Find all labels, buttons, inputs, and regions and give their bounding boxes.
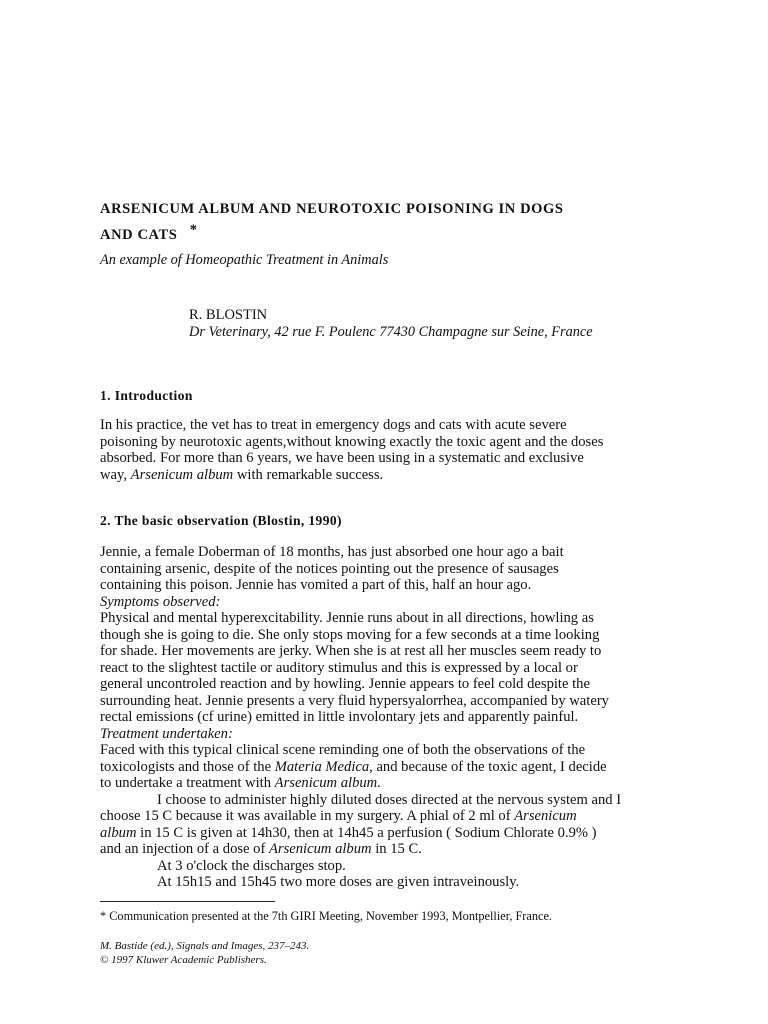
author-name: R. BLOSTIN bbox=[189, 307, 268, 323]
text-line bbox=[100, 759, 607, 776]
italic-remedy-name: album bbox=[100, 824, 137, 841]
text-line: I choose to administer highly diluted doses directed at the nervous system and I bbox=[157, 791, 622, 808]
text-line: general uncontroled reaction and by howling. Jennie appears to feel cold despite the bbox=[100, 676, 590, 692]
paper-title-line-2 bbox=[100, 222, 198, 244]
title-footnote-marker: * bbox=[189, 222, 198, 238]
text-span: way, bbox=[100, 466, 128, 483]
text-line bbox=[100, 808, 577, 825]
text-line: containing this poison. Jennie has vomited a part of this, half an hour ago. bbox=[100, 577, 532, 593]
paper-subtitle: An example of Homeopathic Treatment in Animals bbox=[100, 252, 389, 268]
italic-span: Materia Medica, bbox=[274, 758, 373, 775]
text-line: for shade. Her movements are jerky. When she is at rest all her muscles seem ready to bbox=[100, 643, 602, 659]
text-line: react to the slightest tactile or auditory stimulus and this is expressed by a local or bbox=[100, 659, 578, 676]
text-span: to undertake a treatment with bbox=[100, 775, 272, 791]
text-line: At 15h15 and 15h45 two more doses are given intraveinously. bbox=[157, 874, 520, 890]
text-line: Jennie, a female Doberman of 18 months, has just absorbed one hour ago a bait bbox=[100, 544, 564, 560]
text-line: though she is going to die. She only stops moving for a few seconds at a time looking bbox=[100, 626, 600, 643]
text-line: containing arsenic, despite of the notices pointing out the presence of sausages bbox=[100, 560, 559, 577]
text-line: Physical and mental hyperexcitability. Jennie runs about in all directions, howling as bbox=[100, 610, 594, 626]
text-line: rectal emissions (cf urine) emitted in little involontary jets and apparently painful. bbox=[100, 709, 579, 725]
text-line bbox=[100, 775, 381, 792]
text-span: in 15 C is given at 14h30, then at 14h45 a perfusion ( Sodium Chlorate 0.9% ) bbox=[140, 824, 597, 841]
text-span: choose 15 C because it was available in my surgery. A phial of 2 ml of bbox=[100, 808, 511, 824]
text-line: Faced with this typical clinical scene reminding one of both the observations of the bbox=[100, 742, 586, 758]
text-line: In his practice, the vet has to treat in emergency dogs and cats with acute severe bbox=[100, 417, 567, 433]
text-line bbox=[100, 467, 383, 484]
italic-remedy-name: Arsenicum album bbox=[269, 841, 372, 857]
text-span: and because of the toxic agent, I decide bbox=[376, 758, 607, 775]
italic-remedy-name: Arsenicum bbox=[514, 808, 577, 824]
paper-title-line-2-text: AND CATS bbox=[100, 227, 178, 243]
italic-remedy-name: Arsenicum album. bbox=[274, 775, 381, 791]
copyright-notice: © 1997 Kluwer Academic Publishers. bbox=[100, 954, 267, 966]
symptoms-label: Symptoms observed: bbox=[100, 593, 221, 610]
text-line bbox=[100, 825, 597, 842]
text-line: surrounding heat. Jennie presents a very fluid hypersyalorrhea, accompanied by watery bbox=[100, 692, 609, 709]
text-span: toxicologists and those of the bbox=[100, 758, 272, 775]
footnote-divider bbox=[100, 901, 275, 902]
author-affiliation: Dr Veterinary, 42 rue F. Poulenc 77430 Champagne sur Seine, France bbox=[189, 324, 593, 340]
paper-title-line-1: ARSENICUM ALBUM AND NEUROTOXIC POISONING IN DOGS bbox=[100, 201, 564, 217]
text-span: with remarkable success. bbox=[236, 466, 384, 483]
section-heading-introduction: 1. Introduction bbox=[100, 388, 193, 403]
treatment-label: Treatment undertaken: bbox=[100, 725, 233, 742]
text-line: absorbed. For more than 6 years, we have been using in a systematic and exclusive bbox=[100, 450, 584, 466]
footnote: * Communication presented at the 7th GIRI Meeting, November 1993, Montpellier, France. bbox=[100, 909, 552, 923]
text-line bbox=[100, 841, 422, 858]
text-span: and an injection of a dose of bbox=[100, 841, 266, 857]
publisher-citation: M. Bastide (ed.), Signals and Images, 237–243. bbox=[100, 940, 310, 952]
italic-remedy-name: Arsenicum album bbox=[130, 466, 234, 483]
text-line: poisoning by neurotoxic agents,without knowing exactly the toxic agent and the doses bbox=[100, 433, 604, 450]
text-line: At 3 o'clock the discharges stop. bbox=[157, 857, 346, 874]
section-heading-basic-observation: 2. The basic observation (Blostin, 1990) bbox=[100, 513, 342, 528]
text-span: in 15 C. bbox=[375, 841, 422, 857]
